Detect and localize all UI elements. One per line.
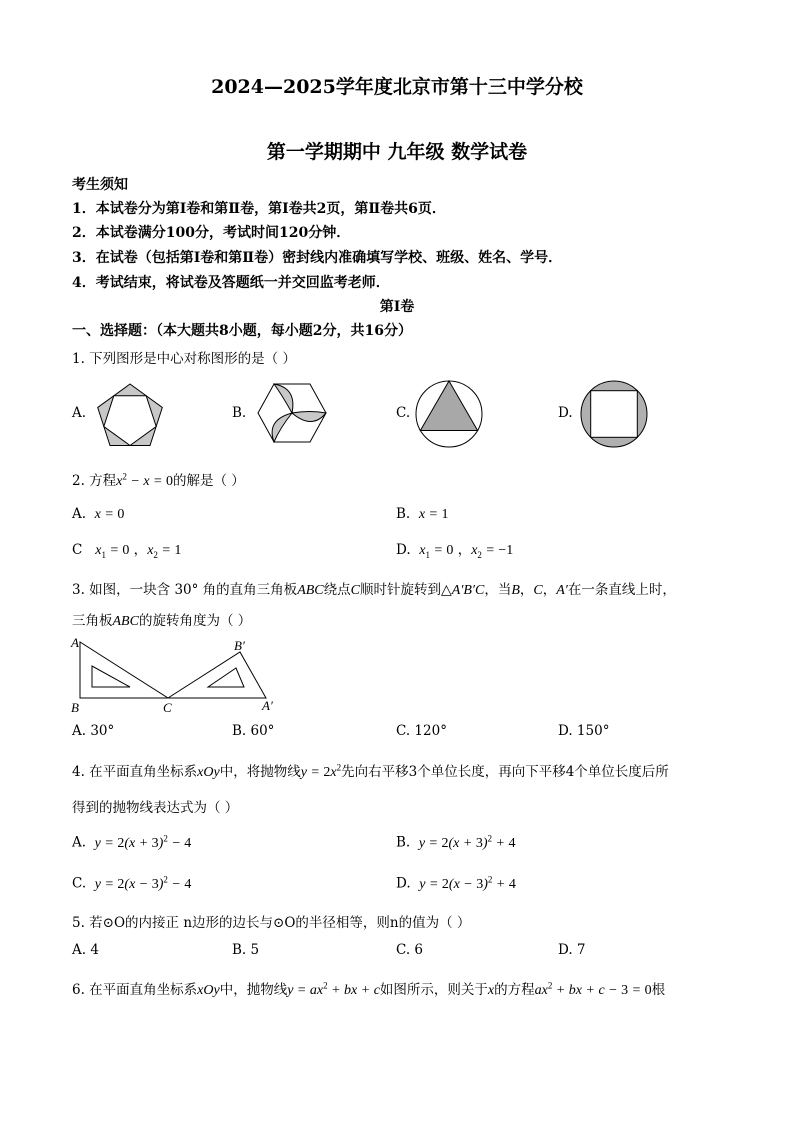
rotated-triangles-figure <box>68 632 283 714</box>
notice-item: 4．考试结束，将试卷及答题纸一并交回监考老师． <box>72 275 390 291</box>
notice-item: 3．在试卷（包括第Ⅰ卷和第Ⅱ卷）密封线内准确填写学校、班级、姓名、学号． <box>72 250 563 266</box>
q2-option-c: C $x_1 = 0$ ，$x_2 = 1$ <box>72 542 182 560</box>
q4-option-d: D. $y = 2(x - 3)^2 + 4$ <box>396 874 516 892</box>
label-B: B <box>71 700 79 714</box>
text-run: 3. 如图，一块含 30° 角的直角三角板 <box>72 582 298 598</box>
text-run: 中，抛物线 <box>219 982 288 998</box>
option-label: C <box>72 542 83 558</box>
exam-subtitle: 第一学期期中 九年级 数学试卷 <box>266 141 528 163</box>
option-label: A. <box>72 405 87 421</box>
question-4-line2: 得到的抛物线表达式为（ ） <box>72 800 239 816</box>
text-run: 绕点 <box>323 582 351 598</box>
question-2-stem <box>72 469 245 490</box>
q4-option-a: A. $y = 2(x + 3)^2 - 4$ <box>72 833 192 851</box>
option-label: D. <box>558 405 573 421</box>
question-2-suffix: 的解是（ ） <box>173 473 245 489</box>
question-5-stem: 5. 若⊙O的内接正 n边形的边长与⊙O的半径相等，则n的值为（ ） <box>72 915 471 931</box>
text-run: 的方程 <box>494 982 535 998</box>
hexagon-figure <box>252 380 332 446</box>
option: C. 6 <box>396 942 424 958</box>
option: A. 30° <box>72 723 115 739</box>
question-3-line2: 三角板ABC的旋转角度为（ ） <box>72 613 252 629</box>
question-2-prefix: 2. 方程 <box>72 473 117 489</box>
text-run: 的旋转角度为（ ） <box>138 613 252 629</box>
question-3-line1: 3. 如图，一块含 30° 角的直角三角板ABC绕点C顺时针旋转到△A′B′C，当B，C，A′在一条直线上时， <box>72 582 676 598</box>
q2-option-b: B. x = 1 <box>396 506 449 522</box>
option: D. 7 <box>558 942 586 958</box>
option-label: A. <box>72 834 87 851</box>
circle-triangle-figure <box>413 379 485 449</box>
option-label: B. <box>232 405 247 421</box>
option-label: D. <box>396 542 411 558</box>
text-run: 6. 在平面直角坐标系 <box>72 982 198 998</box>
circle-square-figure <box>578 379 650 449</box>
text-run: ，当 <box>484 582 512 598</box>
text-run: 如图所示，则关于 <box>379 982 488 998</box>
question-1-stem: 1. 下列图形是中心对称图形的是（ ） <box>72 351 296 367</box>
q2-option-a: A. x = 0 <box>72 506 125 522</box>
exam-title: 2024—2025学年度北京市第十三中学分校 <box>211 76 583 98</box>
equation: $x^2 - x = 0$ <box>116 471 173 489</box>
option: D. 150° <box>558 723 610 739</box>
option: A. 4 <box>72 942 99 958</box>
part-title: 第Ⅰ卷 <box>379 299 415 315</box>
text-run: 在一条直线上时， <box>567 582 676 598</box>
option-label: A. <box>72 506 87 522</box>
q4-option-b: B. $y = 2(x + 3)^2 + 4$ <box>396 833 516 851</box>
q4-option-c: C. $y = 2(x - 3)^2 - 4$ <box>72 874 192 892</box>
notice-heading: 考生须知 <box>72 177 128 193</box>
notice-item: 2．本试卷满分100分，考试时间120分钟． <box>72 225 351 241</box>
notice-item: 1．本试卷分为第Ⅰ卷和第Ⅱ卷，第Ⅰ卷共2页，第Ⅱ卷共6页． <box>72 201 446 217</box>
option-label: B. <box>396 834 411 851</box>
option-label: D. <box>396 875 411 892</box>
text-run: 先向右平移3个单位长度，再向下平移4个单位长度后所 <box>341 764 669 780</box>
option-label: C. <box>396 405 411 421</box>
text-run: 三角板 <box>72 613 113 629</box>
q2-option-d: D. $x_1 = 0$ ，$x_2 = -1$ <box>396 542 514 560</box>
section-heading: 一、选择题：（本大题共8小题，每小题2分，共16分） <box>72 323 412 339</box>
text-run: 根 <box>651 982 666 998</box>
pentagon-figure <box>90 380 170 448</box>
option-label: B. <box>396 506 411 522</box>
label-A-prime: A′ <box>262 698 273 713</box>
question-6-line: 6. 在平面直角坐标系xOy中，抛物线$y = ax^2$ + bx + c如图所示，则关于x的方程$ax^2$ + bx + c − 3 = 0根 <box>72 980 666 998</box>
option-label: C. <box>72 875 87 892</box>
option: C. 120° <box>396 723 447 739</box>
text-run: 顺时针旋转到 <box>359 582 441 598</box>
option: B. 60° <box>232 723 275 739</box>
option: B. 5 <box>232 942 260 958</box>
text-run: 中，将抛物线 <box>219 764 301 780</box>
question-4-line1: 4. 在平面直角坐标系xOy中，将抛物线$y = 2x^2$先向右平移3个单位长度，再向下平移4个单位长度后所 <box>72 762 669 780</box>
label-B-prime: B′ <box>234 638 245 653</box>
text-run: 4. 在平面直角坐标系 <box>72 764 198 780</box>
label-C: C <box>163 700 172 714</box>
label-A: A <box>71 635 79 650</box>
